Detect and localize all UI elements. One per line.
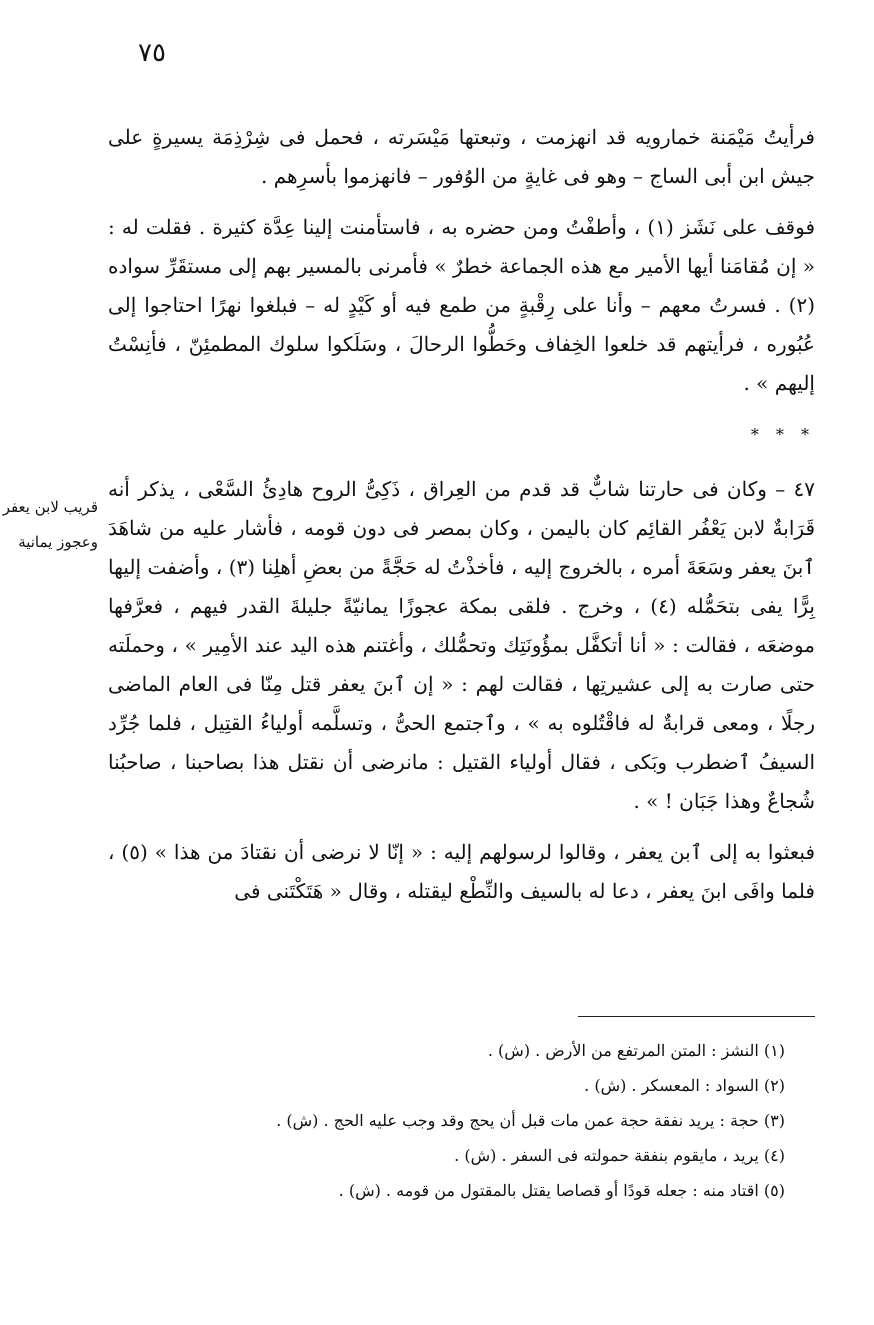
page-number: ٧٥ <box>138 38 166 68</box>
section-paragraph: ٤٧ – وكان فى حارتنا شابٌّ قد قدم من العِراق ، ذَكِىُّ الروح هادِئُ السَّعْى ، يذكر أنه قَرَابةٌ لابن يَعْفُر القائِم كان باليمن ، وكان بمصر فى دون قومه ، فأشار عليه من شاهَدَ ٱبنَ يعفر وسَعَةَ أمره ، بالخروج إليه ، فأخذْتُ له حَجَّةً من بعضِ أهلِنا (٣) ، وأضفت إليها بِرًّا يفى بتحَمُّله (٤) ، وخرج . فلقى بمكة عجوزًا يمانيّةً جليلةَ القدر فيهم ، فعرَّفها موضعَه ، فقالت : « أنا أتكفَّل بمؤُونَتِك وتحمُّلك ، وأغتنم هذه اليد عند الأمِير » ، وحملَته حتى صارت به إلى عشيرتِها ، فقالت لهم : « إن ٱبنَ يعفر قتل مِنّا فى العام الماضى رجلًا ، ومعى قرابةٌ له فاقْتُلوه به » ، وٱجتمع الحىُّ ، وتسلَّمه أولياءُ القتِيل ، فلما جُرِّد السيفُ ٱضطرب وبَكى ، فقال أولياء القتيل : مانرضى أن نقتل هذا بصاحبنا ، صاحبُنا شُجاعٌ وهذا جَبَان ! » . <box>108 477 816 813</box>
footnote: (٥) اقتاد منه : جعله قودًا أو قصاصا يقتل بالمقتول من قومه . (ش) . <box>338 1181 785 1200</box>
paragraph: فرأيتُ مَيْمَنة خمارويه قد انهزمت ، وتبعتها مَيْسَرته ، فحمل فى شِرْذِمَة يسيرةٍ على جيش ابن أبى الساج – وهو فى غايةٍ من الوُفور – فانهزموا بأسرِهم . <box>108 125 815 188</box>
margin-note <box>0 490 98 560</box>
footnote: (١) النشز : المتن المرتفع من الأرض . (ش) . <box>487 1041 785 1060</box>
main-text <box>108 118 815 917</box>
footnote: (٤) يريد ، مايقوم بنفقة حمولته فى السفر . (ش) . <box>454 1146 785 1165</box>
margin-note-line: وعجوز يمانية <box>18 533 98 551</box>
footnote-rule <box>578 1016 815 1017</box>
paragraph: فوقف على نَشَز (١) ، وأطفْتُ ومن حضره به ، فاستأمنت إلينا عِدَّة كثيرة . فقلت له : « إن مُقامَنا أيها الأمير مع هذه الجماعة خطرٌ » فأمرنى بالمسير بهم إلى مستقَرِّ سواده (٢) . فسرتُ معهم – وأنا على رِقْبةٍ من طمع فيه أو كَيْدٍ له – فبلغوا نهرًا احتاجوا إلى عُبُوره ، فرأيتهم قد خلعوا الخِفاف وحَطُّوا الرحالَ ، وسَلَكوا سلوك المطمئِنّ ، فأنِسْتُ إليهم » . <box>108 215 816 395</box>
margin-note-line: قريب لابن يعفر <box>2 498 98 516</box>
footnotes <box>200 1033 785 1208</box>
footnote: (٢) السواد : المعسكر . (ش) . <box>584 1076 785 1095</box>
footnote: (٣) حجة : يريد نفقة حجة عمن مات قبل أن يحج وقد وجب عليه الحج . (ش) . <box>276 1111 785 1130</box>
section-separator: * * * <box>750 425 815 444</box>
section-paragraph: فبعثوا به إلى ٱبن يعفر ، وقالوا لرسولهم إليه : « إنّا لا نرضى أن نقتادَ من هذا » (٥) ، فلما وافَى ابنَ يعفر ، دعا له بالسيف والنِّطْع ليقتله ، وقال « هَتَكْتَنى فى <box>108 840 815 903</box>
